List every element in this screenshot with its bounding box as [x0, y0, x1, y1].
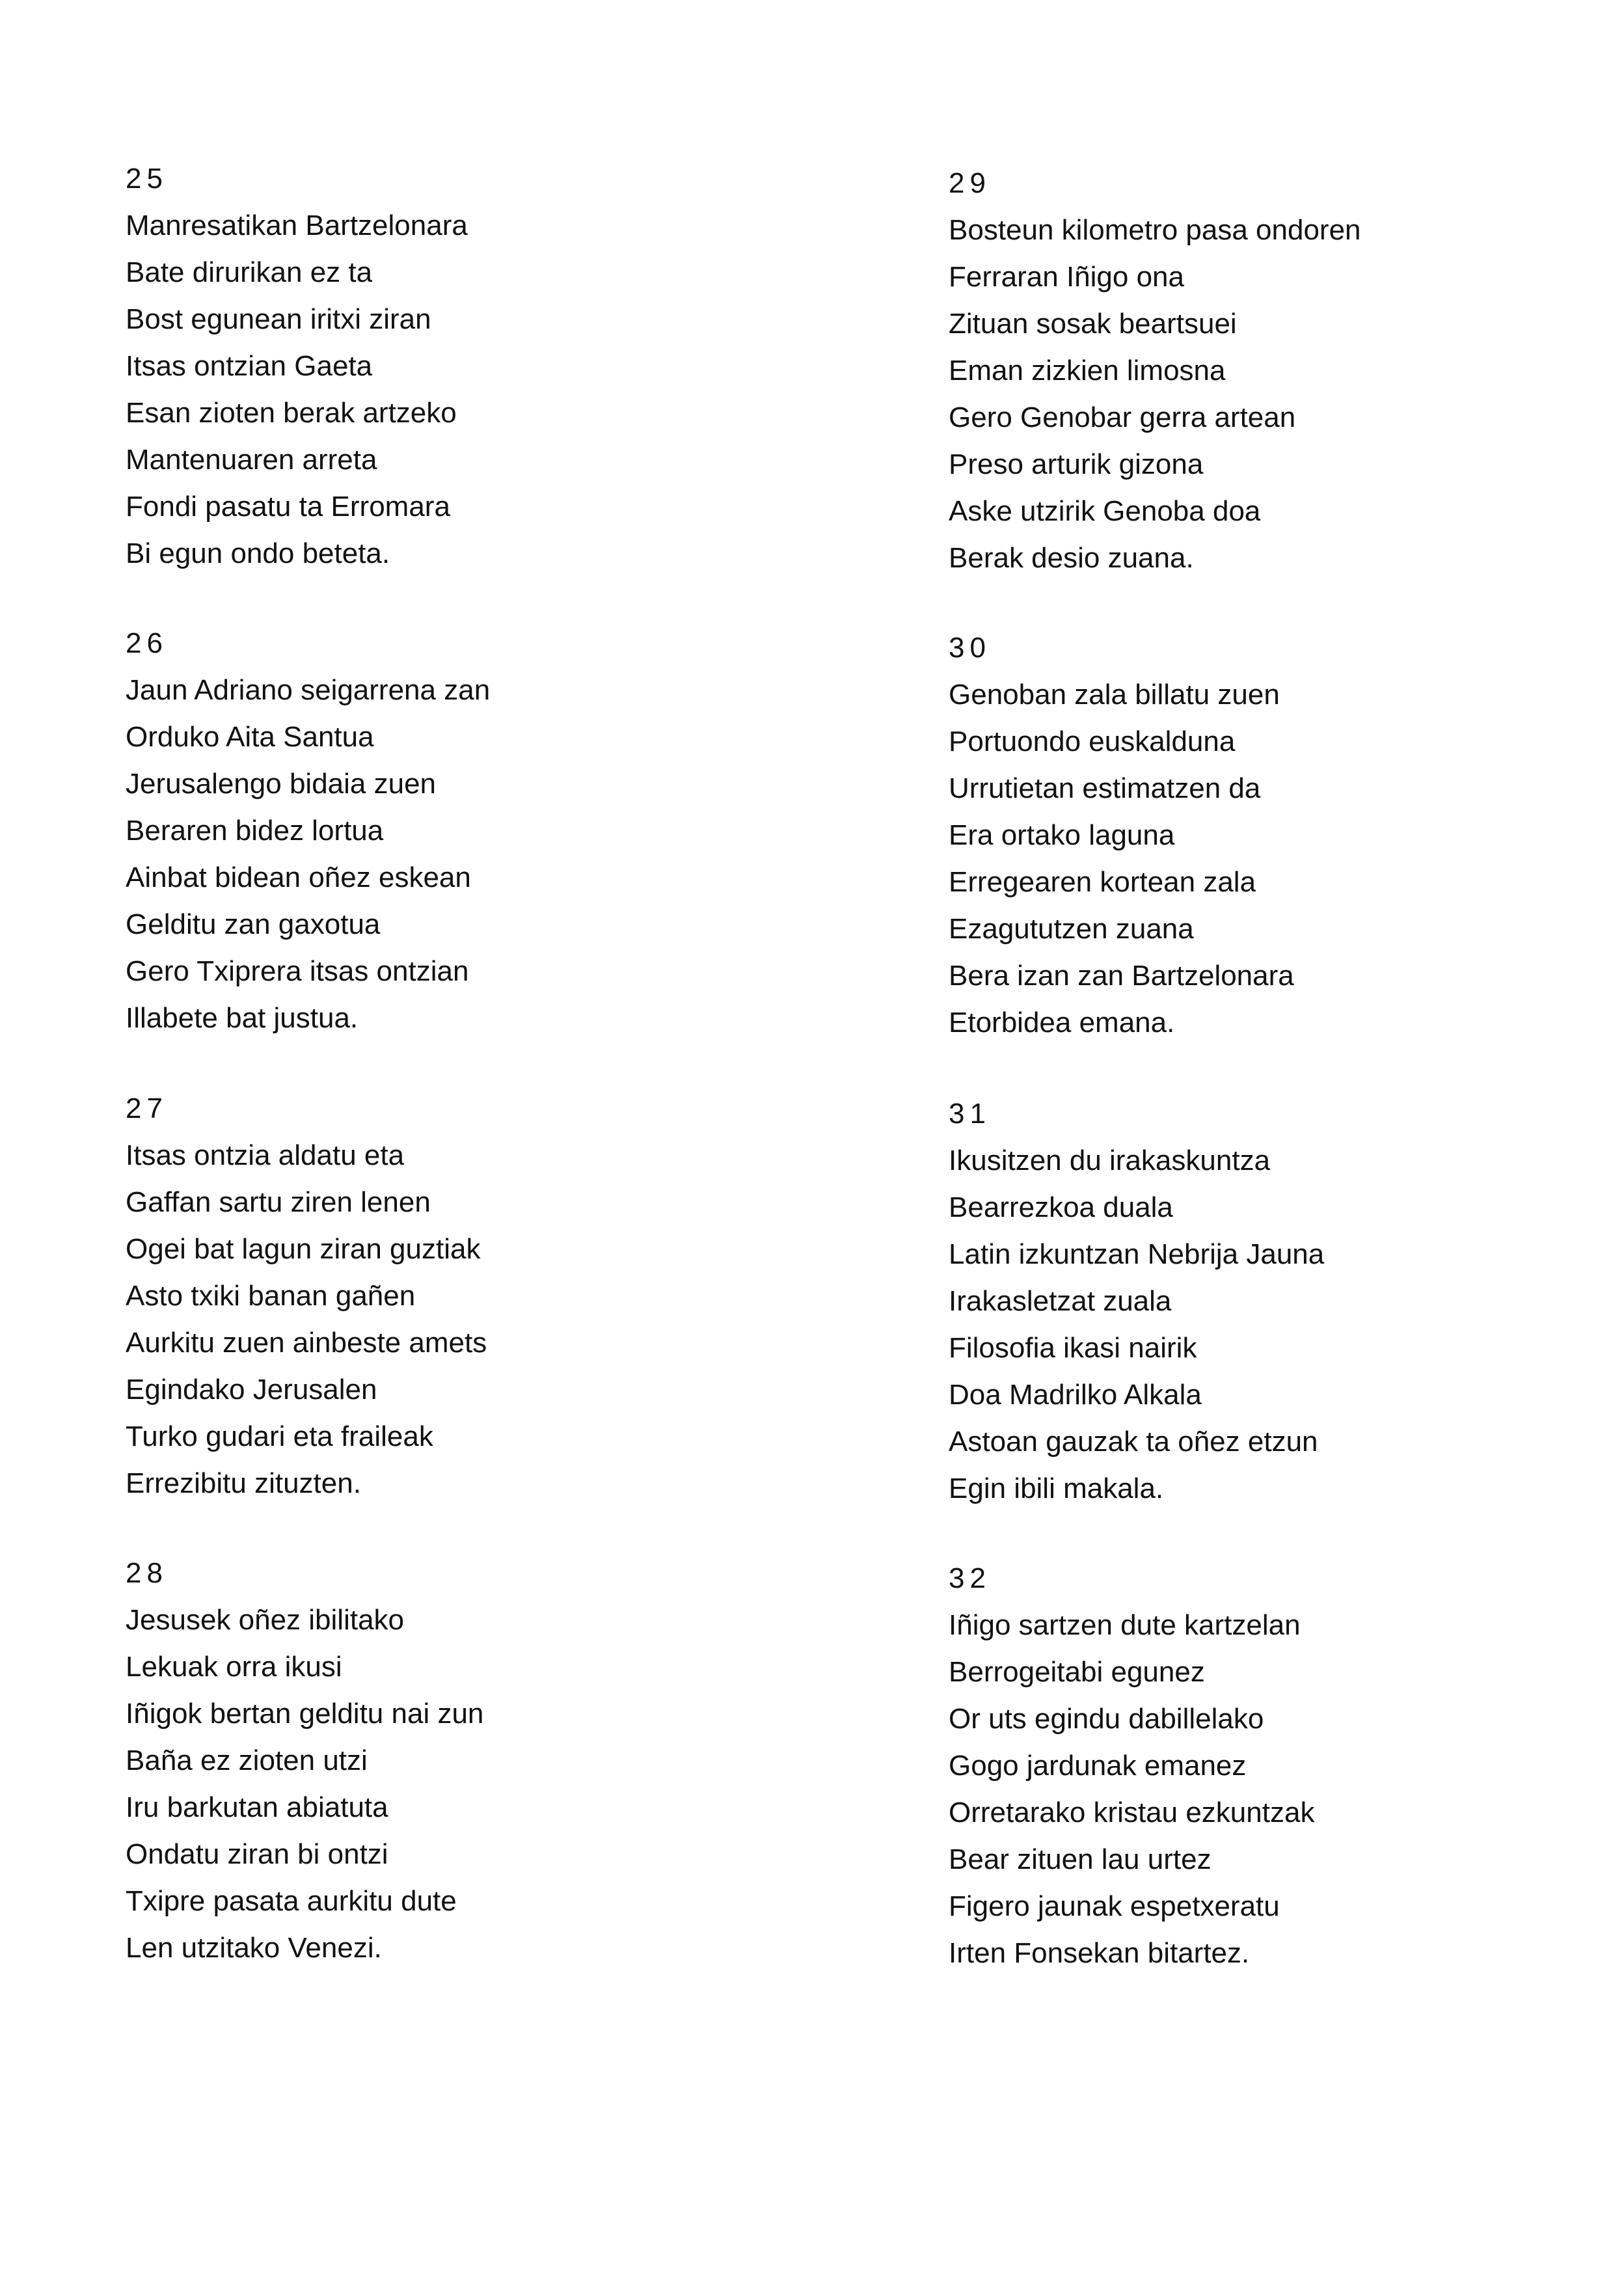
verse-line: Ondatu ziran bi ontzi: [126, 1838, 388, 1870]
verse-line: Errezibitu zituzten.: [126, 1467, 361, 1499]
verse-line: Illabete bat justua.: [126, 1002, 359, 1034]
verse-line: Asto txiki banan gañen: [126, 1280, 416, 1312]
verse-line: Jesusek oñez ibilitako: [126, 1604, 405, 1636]
verse-line: Aske utzirik Genoba doa: [949, 495, 1261, 527]
stanza-27: [126, 1085, 809, 1507]
stanza-25: [126, 156, 809, 577]
verse-line: Irakasletzat zuala: [949, 1285, 1172, 1317]
verse-line: Iñigo sartzen dute kartzelan: [949, 1609, 1301, 1641]
verse-line: Orretarako kristau ezkuntzak: [949, 1797, 1315, 1828]
verse-line: Ainbat bidean oñez eskean: [126, 862, 471, 893]
verse-line: Esan zioten berak artzeko: [126, 397, 457, 429]
verse-line: Figero jaunak espetxeratu: [949, 1890, 1280, 1922]
verse-line: Gaffan sartu ziren lenen: [126, 1186, 431, 1218]
verse-line: Bi egun ondo beteta.: [126, 537, 390, 569]
verse-line: Portuondo euskalduna: [949, 726, 1236, 757]
stanza-28: [126, 1550, 809, 1972]
stanza-30: [949, 625, 1624, 1046]
stanza-number: 29: [949, 167, 991, 199]
verse-line: Ogei bat lagun ziran guztiak: [126, 1233, 481, 1265]
stanza-number: 27: [126, 1093, 168, 1124]
verse-line: Bera izan zan Bartzelonara: [949, 960, 1294, 992]
stanza-lines: [949, 1602, 1624, 1977]
verse-line: Orduko Aita Santua: [126, 721, 374, 753]
verse-line: Egin ibili makala.: [949, 1473, 1164, 1504]
verse-line: Ferraran Iñigo ona: [949, 261, 1184, 293]
verse-line: Genoban zala billatu zuen: [949, 679, 1280, 711]
verse-line: Urrutietan estimatzen da: [949, 772, 1261, 804]
verse-line: Eman zizkien limosna: [949, 355, 1226, 387]
verse-line: Len utzitako Venezi.: [126, 1932, 382, 1964]
stanza-lines: [949, 207, 1624, 582]
verse-line: Gero Genobar gerra artean: [949, 401, 1296, 433]
verse-line: Jaun Adriano seigarrena zan: [126, 674, 491, 706]
verse-line: Doa Madrilko Alkala: [949, 1379, 1202, 1411]
verse-line: Berak desio zuana.: [949, 542, 1194, 574]
verse-line: Txipre pasata aurkitu dute: [126, 1885, 457, 1917]
stanza-lines: [126, 202, 809, 577]
verse-line: Bate dirurikan ez ta: [126, 256, 373, 288]
stanza-number: 32: [949, 1562, 991, 1594]
stanza-29: [949, 160, 1624, 582]
verse-line: Iñigok bertan gelditu nai zun: [126, 1698, 484, 1730]
stanza-lines: [126, 667, 809, 1042]
verse-line: Bear zituen lau urtez: [949, 1843, 1211, 1875]
verse-line: Itsas ontzia aldatu eta: [126, 1139, 405, 1171]
verse-line: Preso arturik gizona: [949, 448, 1204, 480]
verse-line: Baña ez zioten utzi: [126, 1745, 368, 1776]
stanza-number: 28: [126, 1557, 168, 1589]
stanza-lines: [949, 672, 1624, 1046]
verse-line: Bost egunean iritxi ziran: [126, 303, 431, 335]
stanza-32: [949, 1555, 1624, 1977]
stanza-number: 30: [949, 632, 991, 664]
verse-line: Beraren bidez lortua: [126, 815, 384, 847]
verse-line: Zituan sosak beartsuei: [949, 308, 1237, 340]
verse-line: Itsas ontzian Gaeta: [126, 350, 373, 382]
verse-line: Gogo jardunak emanez: [949, 1750, 1247, 1782]
verse-line: Berrogeitabi egunez: [949, 1656, 1205, 1688]
stanza-number: 25: [126, 163, 168, 195]
stanza-lines: [126, 1132, 809, 1507]
verse-line: Bosteun kilometro pasa ondoren: [949, 214, 1361, 246]
verse-line: Manresatikan Bartzelonara: [126, 210, 468, 241]
verse-line: Iru barkutan abiatuta: [126, 1791, 388, 1823]
verse-line: Fondi pasatu ta Erromara: [126, 491, 450, 523]
verse-line: Gelditu zan gaxotua: [126, 908, 381, 940]
stanza-number: 31: [949, 1098, 991, 1130]
verse-line: Bearrezkoa duala: [949, 1191, 1173, 1223]
verse-line: Irten Fonsekan bitartez.: [949, 1937, 1250, 1969]
verse-line: Filosofia ikasi nairik: [949, 1332, 1197, 1364]
verse-line: Ikusitzen du irakaskuntza: [949, 1145, 1271, 1176]
verse-line: Era ortako laguna: [949, 819, 1175, 851]
verse-line: Latin izkuntzan Nebrija Jauna: [949, 1238, 1325, 1270]
stanza-lines: [949, 1137, 1624, 1512]
verse-line: Gero Txiprera itsas ontzian: [126, 955, 469, 987]
verse-line: Erregearen kortean zala: [949, 866, 1256, 898]
verse-line: Egindako Jerusalen: [126, 1374, 377, 1406]
stanza-26: [126, 620, 809, 1042]
verse-line: Mantenuaren arreta: [126, 444, 377, 476]
verse-line: Or uts egindu dabillelako: [949, 1703, 1264, 1735]
verse-line: Lekuak orra ikusi: [126, 1651, 342, 1683]
verse-line: Turko gudari eta fraileak: [126, 1420, 433, 1452]
verse-line: Astoan gauzak ta oñez etzun: [949, 1426, 1318, 1458]
verse-line: Jerusalengo bidaia zuen: [126, 768, 437, 800]
stanza-31: [949, 1091, 1624, 1512]
verse-line: Etorbidea emana.: [949, 1007, 1175, 1039]
stanza-lines: [126, 1597, 809, 1972]
stanza-number: 26: [126, 627, 168, 659]
verse-line: Ezagututzen zuana: [949, 913, 1194, 945]
verse-line: Aurkitu zuen ainbeste amets: [126, 1327, 487, 1359]
